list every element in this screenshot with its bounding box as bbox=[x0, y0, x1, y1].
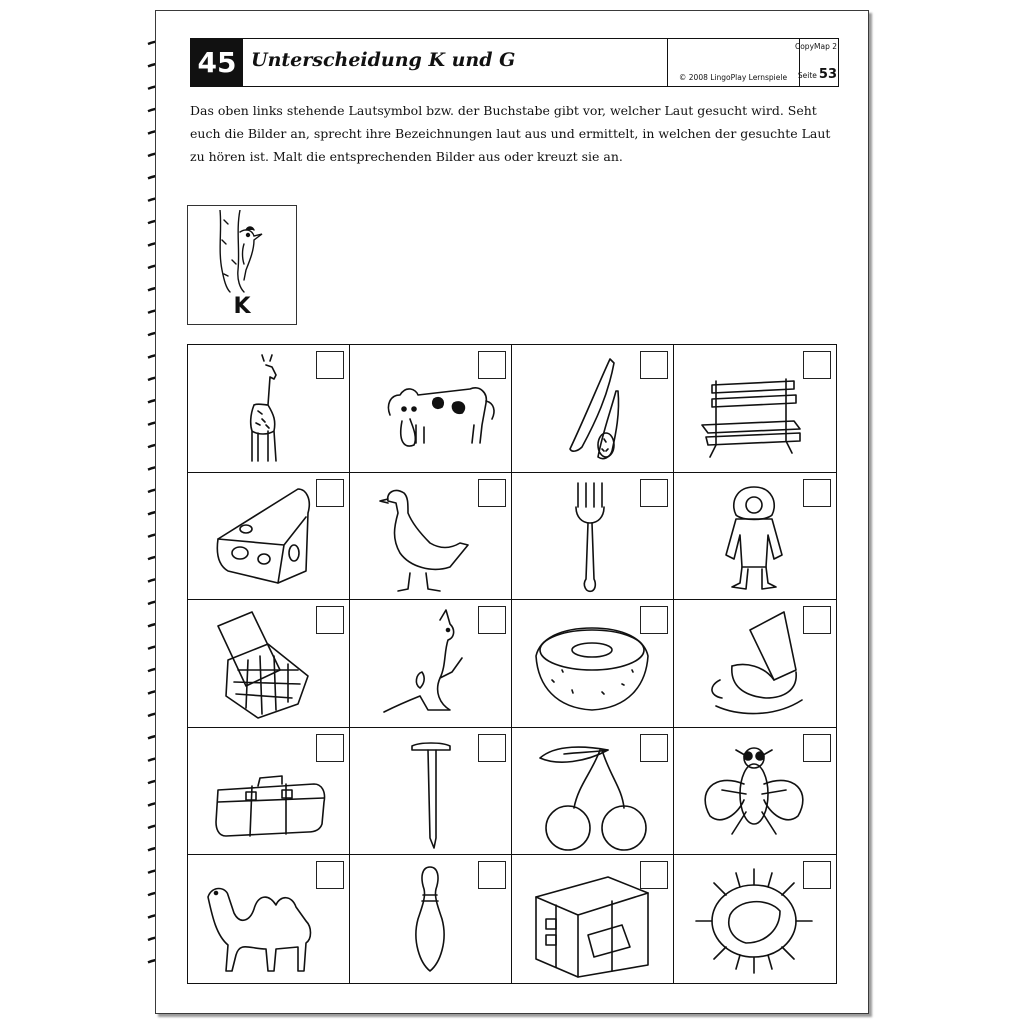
picture-cell bbox=[674, 600, 836, 728]
sound-letter: K bbox=[233, 294, 251, 319]
answer-checkbox[interactable] bbox=[316, 606, 344, 634]
picture-cell bbox=[350, 855, 512, 983]
answer-checkbox[interactable] bbox=[478, 861, 506, 889]
answer-checkbox[interactable] bbox=[640, 606, 668, 634]
sheet-number: 45 bbox=[191, 39, 243, 86]
copymap-label: CopyMap 2 bbox=[794, 42, 837, 51]
copyright-label bbox=[667, 39, 798, 86]
picture-cell bbox=[350, 600, 512, 728]
picture-cell bbox=[674, 855, 836, 983]
answer-checkbox[interactable] bbox=[316, 734, 344, 762]
answer-checkbox[interactable] bbox=[803, 351, 831, 379]
answer-checkbox[interactable] bbox=[803, 861, 831, 889]
worksheet-page bbox=[155, 10, 869, 1014]
picture-cell bbox=[674, 345, 836, 473]
header-bar bbox=[190, 38, 839, 87]
picture-cell bbox=[512, 728, 674, 856]
picture-cell bbox=[188, 473, 350, 601]
answer-checkbox[interactable] bbox=[478, 606, 506, 634]
answer-checkbox[interactable] bbox=[316, 351, 344, 379]
page-number-block bbox=[798, 67, 837, 82]
answer-checkbox[interactable] bbox=[803, 479, 831, 507]
picture-cell bbox=[188, 600, 350, 728]
answer-checkbox[interactable] bbox=[478, 351, 506, 379]
picture-cell bbox=[350, 345, 512, 473]
instructions-text: Das oben links stehende Lautsymbol bzw. der Buchstabe gibt vor, welcher Laut gesucht wird. Seht euch die Bilder an, sprecht ihre Bezeichnungen laut aus und ermittelt, in welchen der gesuchte Laut zu hören ist. Malt die entsprechenden Bilder aus oder kreuzt sie an. bbox=[190, 103, 831, 164]
answer-checkbox[interactable] bbox=[803, 606, 831, 634]
picture-cell bbox=[674, 728, 836, 856]
picture-grid bbox=[187, 344, 837, 984]
answer-checkbox[interactable] bbox=[640, 351, 668, 379]
page-meta bbox=[794, 39, 839, 86]
copyright-text: © 2008 LingoPlay Lernspiele bbox=[678, 73, 788, 82]
answer-checkbox[interactable] bbox=[640, 734, 668, 762]
picture-cell bbox=[512, 345, 674, 473]
answer-checkbox[interactable] bbox=[316, 479, 344, 507]
page-label: Seite bbox=[797, 71, 817, 80]
page-title: Unterscheidung K und G bbox=[251, 49, 516, 71]
woodpecker-icon bbox=[210, 210, 274, 294]
answer-checkbox[interactable] bbox=[478, 479, 506, 507]
picture-cell bbox=[188, 345, 350, 473]
picture-cell bbox=[512, 600, 674, 728]
answer-checkbox[interactable] bbox=[478, 734, 506, 762]
picture-cell bbox=[350, 473, 512, 601]
picture-cell bbox=[350, 728, 512, 856]
picture-cell bbox=[674, 473, 836, 601]
sound-symbol-box bbox=[187, 205, 297, 325]
page-number: 53 bbox=[818, 67, 837, 82]
picture-cell bbox=[188, 728, 350, 856]
answer-checkbox[interactable] bbox=[640, 479, 668, 507]
picture-cell bbox=[188, 855, 350, 983]
answer-checkbox[interactable] bbox=[316, 861, 344, 889]
answer-checkbox[interactable] bbox=[803, 734, 831, 762]
picture-cell bbox=[512, 473, 674, 601]
picture-cell bbox=[512, 855, 674, 983]
answer-checkbox[interactable] bbox=[640, 861, 668, 889]
